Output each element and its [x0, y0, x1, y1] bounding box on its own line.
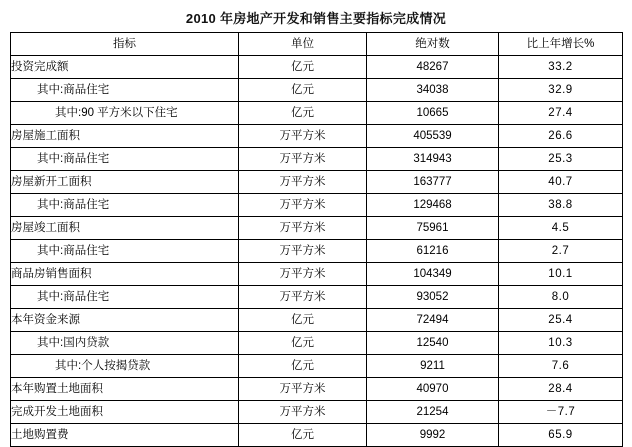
cell-indicator: 其中:商品住宅 — [11, 194, 239, 217]
cell-indicator: 其中:商品住宅 — [11, 148, 239, 171]
cell-indicator: 其中:个人按揭贷款 — [11, 355, 239, 378]
cell-unit: 万平方米 — [239, 217, 367, 240]
cell-absolute: 405539 — [367, 125, 499, 148]
table-row — [11, 355, 623, 378]
cell-unit: 万平方米 — [239, 171, 367, 194]
cell-unit: 万平方米 — [239, 263, 367, 286]
cell-growth: 27.4 — [499, 102, 623, 125]
cell-absolute: 129468 — [367, 194, 499, 217]
table-row — [11, 240, 623, 263]
table-row — [11, 194, 623, 217]
table-row — [11, 424, 623, 447]
table-row — [11, 79, 623, 102]
table-row — [11, 56, 623, 79]
cell-indicator: 其中:商品住宅 — [11, 240, 239, 263]
column-header-absolute: 绝对数 — [367, 33, 499, 56]
page-title: 2010 年房地产开发和销售主要指标完成情况 — [185, 11, 447, 26]
cell-growth: 65.9 — [499, 424, 623, 447]
cell-growth: －7.7 — [499, 401, 623, 424]
cell-indicator: 土地购置费 — [11, 424, 239, 447]
cell-growth: 4.5 — [499, 217, 623, 240]
cell-absolute: 21254 — [367, 401, 499, 424]
table-row — [11, 332, 623, 355]
cell-absolute: 12540 — [367, 332, 499, 355]
cell-absolute: 104349 — [367, 263, 499, 286]
cell-absolute: 163777 — [367, 171, 499, 194]
table-row — [11, 263, 623, 286]
table-row — [11, 286, 623, 309]
cell-indicator: 房屋施工面积 — [11, 125, 239, 148]
column-header-unit: 单位 — [239, 33, 367, 56]
cell-unit: 亿元 — [239, 355, 367, 378]
cell-unit: 万平方米 — [239, 148, 367, 171]
cell-growth: 10.1 — [499, 263, 623, 286]
cell-growth: 10.3 — [499, 332, 623, 355]
cell-unit: 亿元 — [239, 79, 367, 102]
cell-absolute: 40970 — [367, 378, 499, 401]
cell-growth: 7.6 — [499, 355, 623, 378]
table-body — [11, 56, 623, 447]
cell-absolute: 34038 — [367, 79, 499, 102]
cell-indicator: 本年资金来源 — [11, 309, 239, 332]
table-row — [11, 125, 623, 148]
cell-indicator: 商品房销售面积 — [11, 263, 239, 286]
cell-unit: 万平方米 — [239, 240, 367, 263]
cell-indicator: 本年购置土地面积 — [11, 378, 239, 401]
table-row — [11, 378, 623, 401]
cell-unit: 亿元 — [239, 309, 367, 332]
cell-growth: 38.8 — [499, 194, 623, 217]
cell-unit: 亿元 — [239, 56, 367, 79]
cell-indicator: 投资完成额 — [11, 56, 239, 79]
cell-indicator: 房屋新开工面积 — [11, 171, 239, 194]
cell-unit: 亿元 — [239, 424, 367, 447]
table-header-row — [11, 33, 623, 56]
cell-absolute: 75961 — [367, 217, 499, 240]
cell-indicator: 完成开发土地面积 — [11, 401, 239, 424]
cell-absolute: 314943 — [367, 148, 499, 171]
cell-absolute: 9992 — [367, 424, 499, 447]
column-header-indicator: 指标 — [11, 33, 239, 56]
cell-growth: 28.4 — [499, 378, 623, 401]
cell-indicator: 房屋竣工面积 — [11, 217, 239, 240]
table-row — [11, 309, 623, 332]
table-row — [11, 171, 623, 194]
cell-absolute: 48267 — [367, 56, 499, 79]
cell-absolute: 10665 — [367, 102, 499, 125]
cell-unit: 万平方米 — [239, 401, 367, 424]
cell-unit: 亿元 — [239, 102, 367, 125]
cell-growth: 32.9 — [499, 79, 623, 102]
table-row — [11, 102, 623, 125]
cell-indicator: 其中:国内贷款 — [11, 332, 239, 355]
cell-indicator: 其中:商品住宅 — [11, 286, 239, 309]
cell-growth: 8.0 — [499, 286, 623, 309]
cell-absolute: 9211 — [367, 355, 499, 378]
cell-growth: 33.2 — [499, 56, 623, 79]
cell-absolute: 93052 — [367, 286, 499, 309]
cell-indicator: 其中:商品住宅 — [11, 79, 239, 102]
cell-growth: 40.7 — [499, 171, 623, 194]
cell-growth: 25.3 — [499, 148, 623, 171]
cell-unit: 万平方米 — [239, 378, 367, 401]
table-header — [11, 33, 623, 56]
cell-indicator: 其中:90 平方米以下住宅 — [11, 102, 239, 125]
real-estate-indicators-table — [10, 32, 623, 447]
cell-unit: 万平方米 — [239, 125, 367, 148]
cell-absolute: 72494 — [367, 309, 499, 332]
cell-unit: 万平方米 — [239, 286, 367, 309]
cell-unit: 万平方米 — [239, 194, 367, 217]
table-row — [11, 401, 623, 424]
cell-growth: 26.6 — [499, 125, 623, 148]
cell-absolute: 61216 — [367, 240, 499, 263]
column-header-growth: 比上年增长% — [499, 33, 623, 56]
cell-unit: 亿元 — [239, 332, 367, 355]
table-row — [11, 217, 623, 240]
cell-growth: 2.7 — [499, 240, 623, 263]
table-row — [11, 148, 623, 171]
cell-growth: 25.4 — [499, 309, 623, 332]
